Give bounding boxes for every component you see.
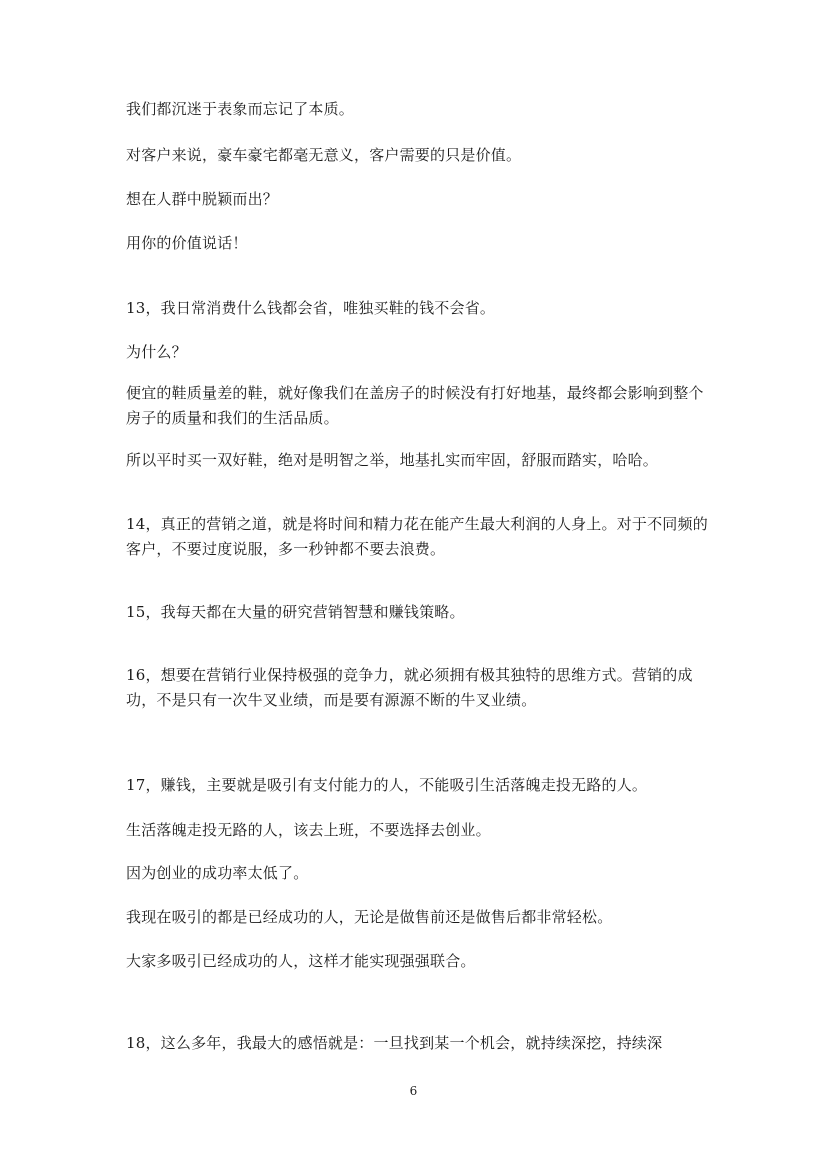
paragraph: 对客户来说，豪车豪宅都毫无意义，客户需要的只是价值。 bbox=[126, 146, 522, 164]
paragraph: 16，想要在营销行业保持极强的竞争力，就必须拥有极其独特的思维方式。营销的成功，不是只有一次牛叉业绩，而是要有源源不断的牛叉业绩。 bbox=[126, 666, 693, 709]
paragraph: 因为创业的成功率太低了。 bbox=[126, 864, 309, 882]
paragraph: 14，真正的营销之道，就是将时间和精力花在能产生最大利润的人身上。对于不同频的客户，不要过度说服，多一秒钟都不要去浪费。 bbox=[126, 515, 708, 558]
paragraph: 生活落魄走投无路的人，该去上班，不要选择去创业。 bbox=[126, 821, 491, 839]
paragraph: 想在人群中脱颖而出？ bbox=[126, 190, 279, 208]
paragraph: 17，赚钱，主要就是吸引有支付能力的人，不能吸引生活落魄走投无路的人。 bbox=[126, 776, 648, 794]
paragraph: 大家多吸引已经成功的人，这样才能实现强强联合。 bbox=[126, 952, 476, 970]
paragraph: 为什么？ bbox=[126, 343, 187, 361]
paragraph: 13，我日常消费什么钱都会省，唯独买鞋的钱不会省。 bbox=[126, 299, 496, 317]
paragraph: 我现在吸引的都是已经成功的人，无论是做售前还是做售后都非常轻松。 bbox=[126, 908, 613, 926]
page-number: 6 bbox=[409, 1084, 418, 1098]
paragraph: 我们都沉迷于表象而忘记了本质。 bbox=[126, 100, 355, 118]
paragraph: 18，这么多年，我最大的感悟就是：一旦找到某一个机会，就持续深挖，持续深 bbox=[126, 1034, 663, 1052]
paragraph: 所以平时买一双好鞋，绝对是明智之举，地基扎实而牢固，舒服而踏实，哈哈。 bbox=[126, 451, 659, 469]
paragraph: 用你的价值说话！ bbox=[126, 234, 248, 252]
paragraph: 15，我每天都在大量的研究营销智慧和赚钱策略。 bbox=[126, 603, 465, 621]
paragraph: 便宜的鞋质量差的鞋，就好像我们在盖房子的时候没有打好地基，最终都会影响到整个房子的质量和我们的生活品质。 bbox=[126, 384, 704, 427]
